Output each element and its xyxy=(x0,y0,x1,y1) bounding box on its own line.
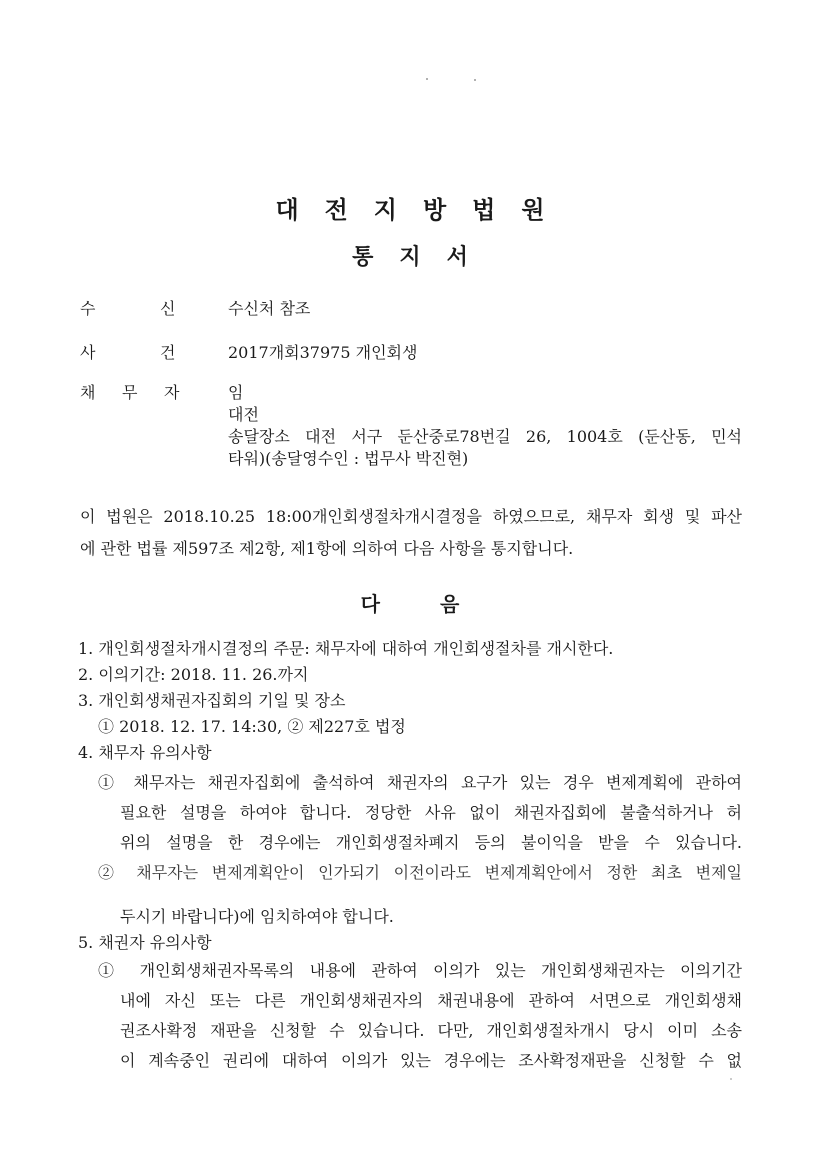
debtor-label-char: 자 xyxy=(164,383,180,402)
court-name: 대전지방법원 xyxy=(275,196,571,224)
item-3: 3. 개인회생채권자집회의 기일 및 장소 xyxy=(78,691,346,710)
item-4-1-line: ① 채무자는 채권자집회에 출석하여 채권자의 요구가 있는 경우 변제계획에 관하여 xyxy=(98,773,742,792)
item-5-1-line: 권조사확정 재판을 신청할 수 있습니다. 다만, 개인회생절차개시 당시 이미 소송 xyxy=(120,1021,742,1040)
item-5: 5. 채권자 유의사항 xyxy=(78,933,212,952)
item-4-2-line: 두시기 바랍니다)에 임치하여야 합니다. xyxy=(120,907,394,926)
recipient-value: 수신처 참조 xyxy=(228,299,311,318)
item-5-1-line: ① 개인회생채권자목록의 내용에 관하여 이의가 있는 개인회생채권자는 이의기간 xyxy=(98,961,742,980)
delivery-place-line: 타워)(송달영수인 : 법무사 박진현) xyxy=(228,449,469,468)
item-3-sub: ① 2018. 12. 17. 14:30, ② 제227호 법정 xyxy=(98,717,406,736)
document-title: 통지서 xyxy=(352,245,494,270)
item-4-1-line: 필요한 설명을 하여야 합니다. 정당한 사유 없이 채권자집회에 불출석하거나 허 xyxy=(120,803,742,822)
case-label-char: 건 xyxy=(160,343,176,362)
intro-line: 이 법원은 2018.10.25 18:00개인회생절차개시결정을 하였으므로, 채무자 회생 및 파산 xyxy=(80,507,742,526)
item-1: 1. 개인회생절차개시결정의 주문: 채무자에 대하여 개인회생절차를 개시한다. xyxy=(78,639,614,658)
recipient-label-char: 신 xyxy=(160,299,176,318)
debtor-label-char: 무 xyxy=(122,383,138,402)
item-5-1-line: 내에 자신 또는 다른 개인회생채권자의 채권내용에 관하여 서면으로 개인회생채 xyxy=(120,991,742,1010)
case-value: 2017개회37975 개인회생 xyxy=(228,343,418,362)
scan-speck xyxy=(474,79,476,81)
item-5-1-line: 이 계속중인 권리에 대하여 이의가 있는 경우에는 조사확정재판을 신청할 수 없 xyxy=(120,1051,742,1070)
recipient-label-char: 수 xyxy=(80,299,96,318)
delivery-place-line: 송달장소 대전 서구 둔산중로78번길 26, 1004호 (둔산동, 민석 xyxy=(228,427,742,446)
case-label-char: 사 xyxy=(80,343,96,362)
debtor-address: 대전 xyxy=(228,405,259,424)
section-heading: 다음 xyxy=(360,592,520,616)
intro-line: 에 관한 법률 제597조 제2항, 제1항에 의하여 다음 사항을 통지합니다. xyxy=(80,539,574,558)
scan-speck xyxy=(426,78,428,80)
item-2: 2. 이의기간: 2018. 11. 26.까지 xyxy=(78,665,309,684)
item-4: 4. 채무자 유의사항 xyxy=(78,743,212,762)
debtor-name: 임 xyxy=(228,383,244,402)
debtor-label-char: 채 xyxy=(80,383,96,402)
scan-speck xyxy=(730,1078,732,1080)
item-4-2-line: ② 채무자는 변제계획안이 인가되기 이전이라도 변제계획안에서 정한 최초 변제일 xyxy=(98,863,742,882)
item-4-1-line: 위의 설명을 한 경우에는 개인회생절차폐지 등의 불이익을 받을 수 있습니다. xyxy=(120,833,742,852)
